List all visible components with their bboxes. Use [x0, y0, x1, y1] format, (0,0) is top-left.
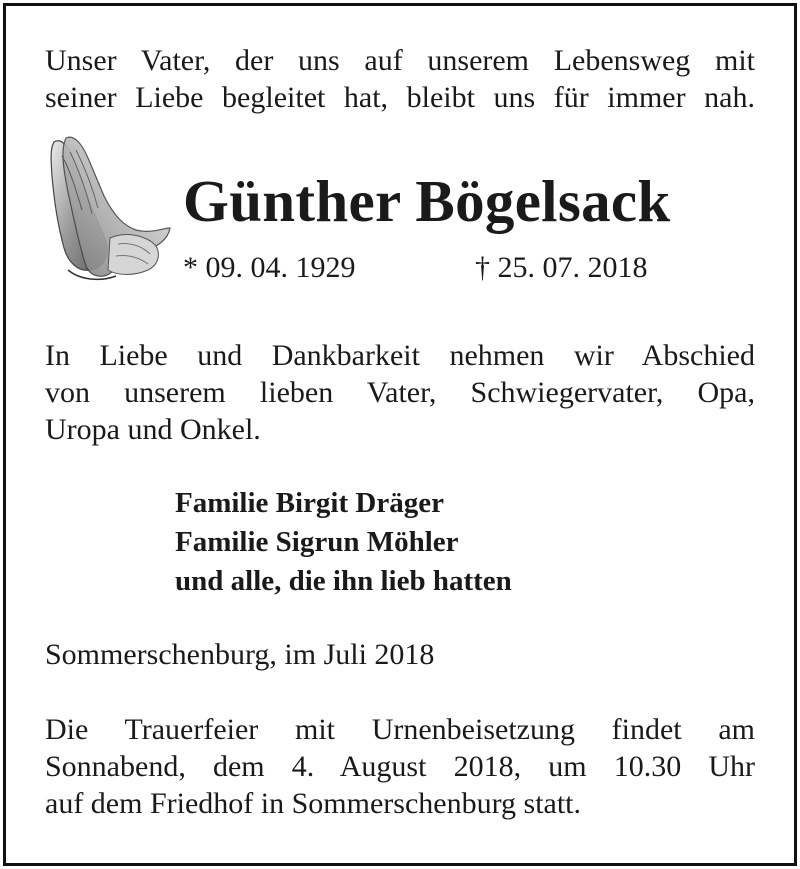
ceremony-text	[45, 711, 755, 822]
farewell-line-3: Uropa und Onkel.	[45, 413, 261, 446]
ceremony-line-1: Die Trauerfeier mit Urnenbeisetzung findet am	[45, 713, 755, 746]
deceased-name: Günther Bögelsack	[183, 168, 671, 234]
death-date: † 25. 07. 2018	[475, 251, 648, 284]
intro-line-1: Unser Vater, der uns auf unserem Lebensweg mit	[45, 44, 755, 77]
mourners-list	[175, 484, 512, 601]
birth-date: * 09. 04. 1929	[183, 251, 356, 284]
ceremony-line-3: auf dem Friedhof in Sommerschenburg statt.	[45, 787, 582, 820]
intro-text	[45, 42, 755, 116]
intro-line-2: seiner Liebe begleitet hat, bleibt uns für immer nah.	[45, 81, 755, 114]
farewell-line-2: von unserem lieben Vater, Schwiegervater, Opa,	[45, 376, 755, 409]
farewell-line-1: In Liebe und Dankbarkeit nehmen wir Abschied	[45, 339, 755, 372]
ceremony-line-2: Sonnabend, dem 4. August 2018, um 10.30 Uhr	[45, 750, 755, 783]
mourner-3: und alle, die ihn lieb hatten	[175, 565, 512, 597]
mourner-2: Familie Sigrun Möhler	[175, 526, 459, 558]
mourner-1: Familie Birgit Dräger	[175, 487, 444, 519]
farewell-text	[45, 337, 755, 448]
praying-hands-icon	[40, 130, 175, 285]
place-date: Sommerschenburg, im Juli 2018	[45, 638, 435, 671]
